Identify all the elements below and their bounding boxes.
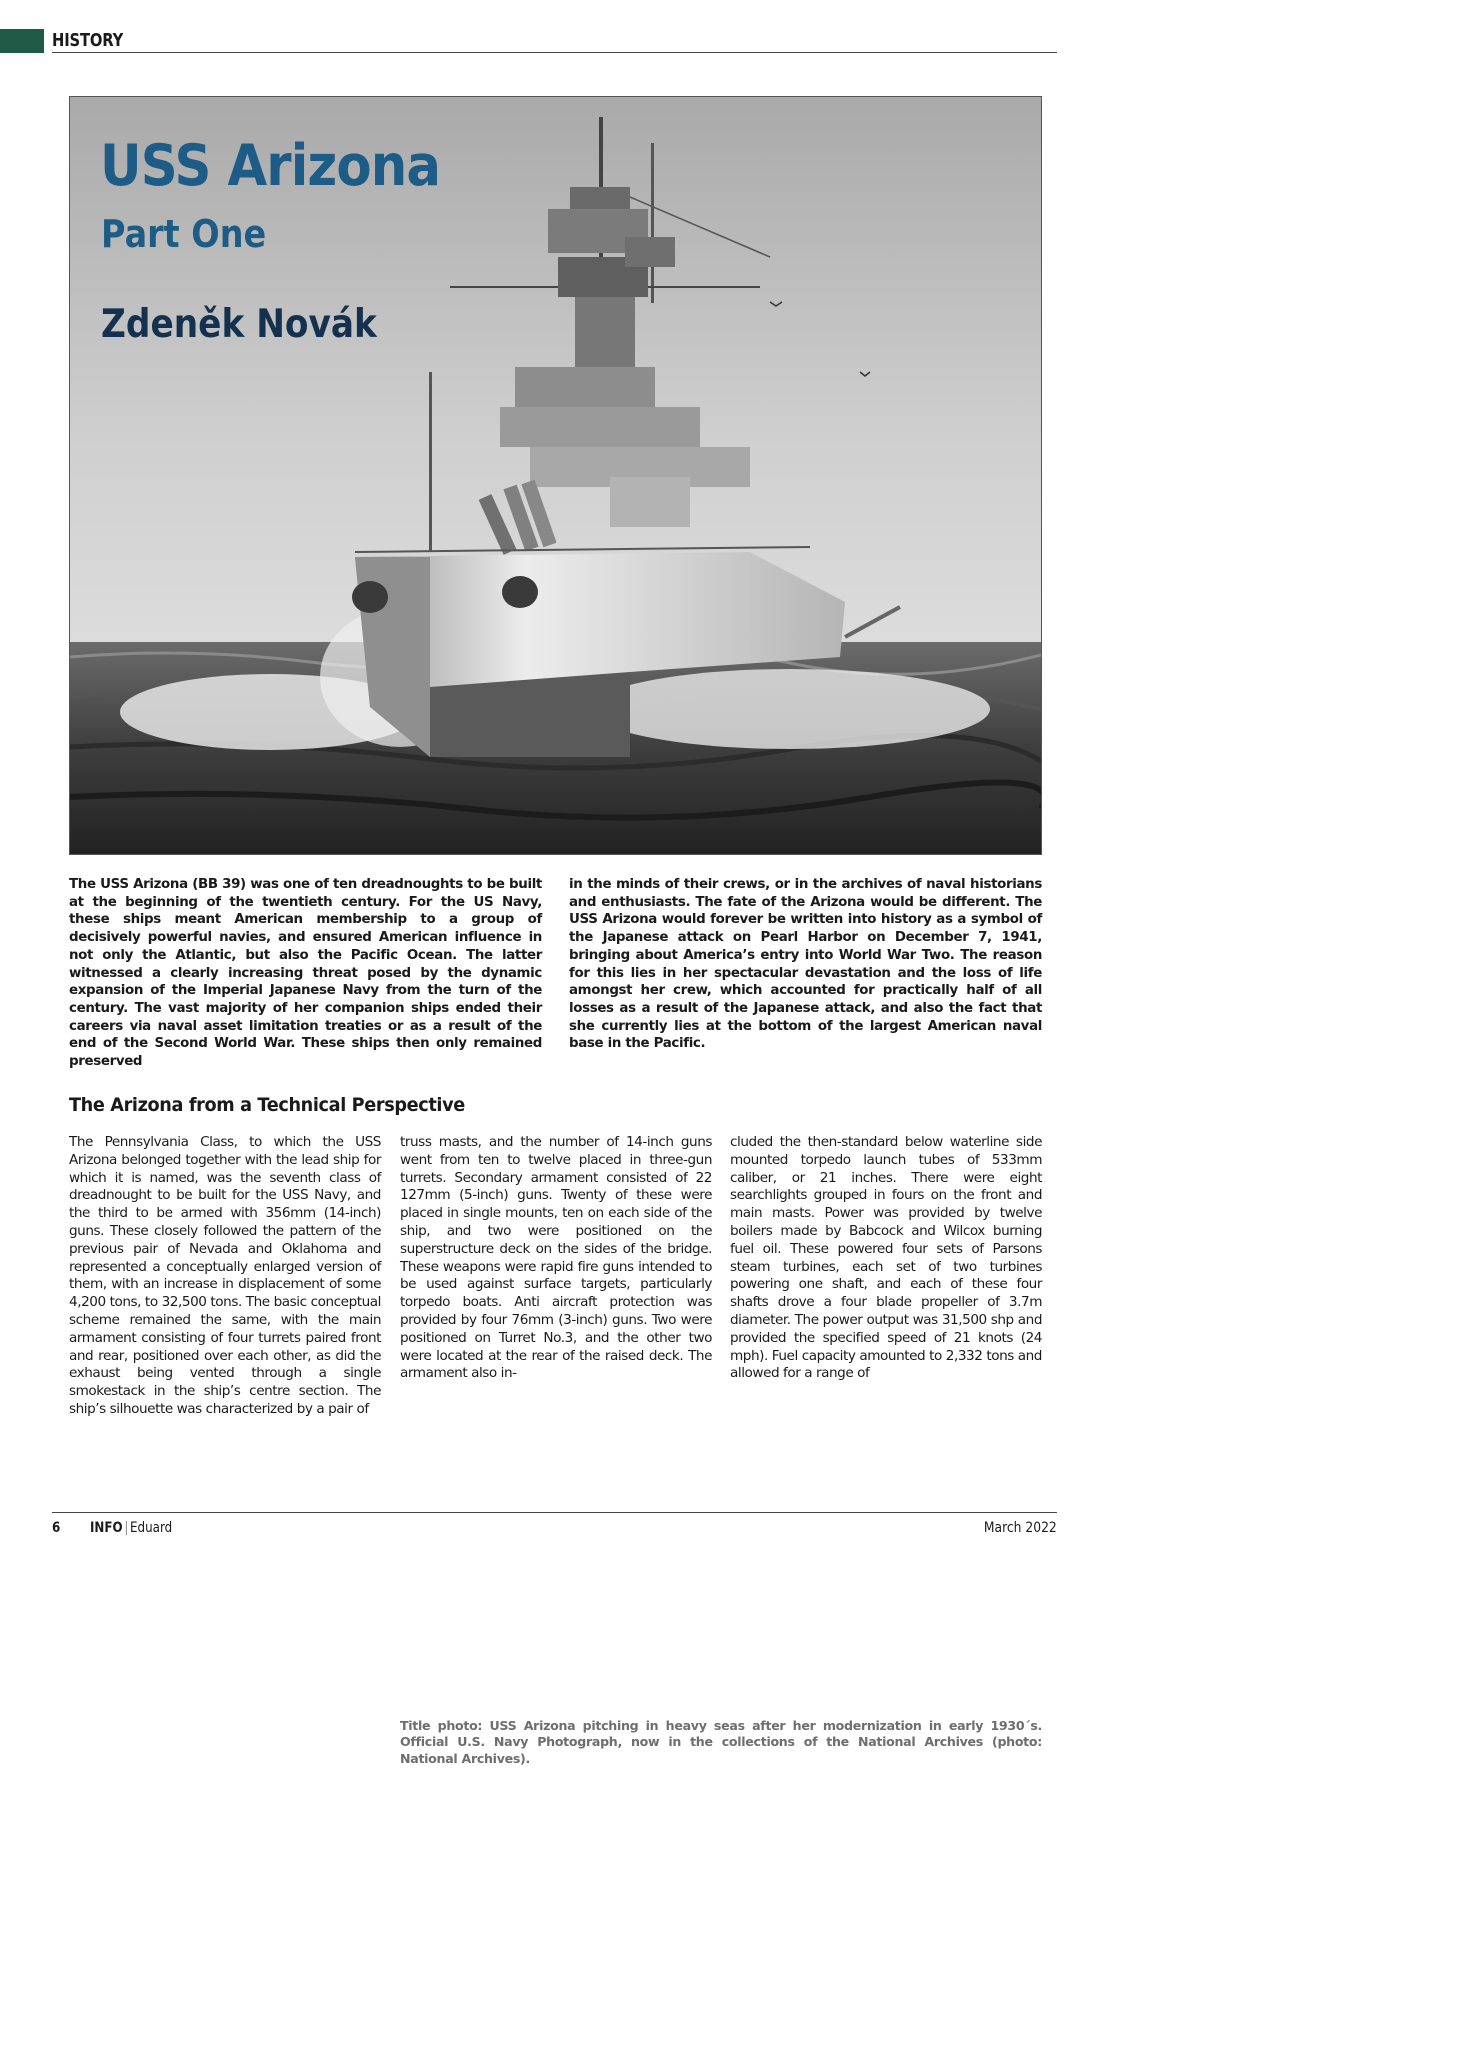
page-number: 6 [52, 1520, 61, 1536]
article-author: Zdeněk Novák [101, 302, 377, 347]
photo-caption: Title photo: USS Arizona pitching in heavy seas after her modernization in early 1930´s. Official U.S. Navy Photograph, now in the collections of the National Archives (photo: National Archives). [400, 1718, 1042, 1766]
body-column-1: The Pennsylvania Class, to which the USS Arizona belonged together with the lead ship for which it is named, was the seventh class of dreadnought to be built for the USS Navy, and the third to be armed with 356mm (14-inch) guns. These closely followed the pattern of the previous pair of Nevada and Oklahoma and represented a conceptually enlarged version of them, with an increase in displacement of some 4,200 tons, to 32,500 tons. The basic conceptual scheme remained the same, with the main armament consisting of four turrets paired front and rear, positioned over each other, as did the exhaust being vented through a single smokestack in the ship’s centre section. The ship’s silhouette was characterized by a pair of [69, 1134, 381, 1417]
section-heading: The Arizona from a Technical Perspective [69, 1094, 465, 1116]
footer-rule [52, 1512, 1057, 1513]
section-tab-marker [0, 29, 44, 53]
section-label: HISTORY [52, 30, 124, 51]
publication-brand [90, 1520, 172, 1536]
body-column-3: cluded the then-standard below waterline side mounted torpedo launch tubes of 533mm caliber, or 21 inches. There were eight searchlights grouped in fours on the front and main masts. Power was provided by twelve boilers made by Babcock and Wilcox burning fuel oil. These powered four sets of Parsons steam turbines, each set of two turbines powering one shaft, and each of these four shafts drove a four blade propeller of 3.7m diameter. The power output was 31,500 shp and provided the specified speed of 21 knots (24 mph). Fuel capacity amounted to 2,332 tons and allowed for a range of [730, 1134, 1042, 1382]
article-subtitle: Part One [101, 212, 267, 256]
intro-column-1: The USS Arizona (BB 39) was one of ten dreadnoughts to be built at the beginning of the twentieth century. For the US Navy, these ships meant American membership to a group of decisively powerful navies, and ensured American influence in not only the Atlantic, but also the Pacific Ocean. The latter witnessed a clearly increasing threat posed by the dynamic expansion of the Imperial Japanese Navy from the turn of the century. The vast majority of her companion ships ended their careers via naval asset limitation treaties or as a result of the end of the Second World War. These ships then only remained preserved [69, 877, 542, 1070]
issue-date: March 2022 [984, 1520, 1057, 1536]
article-title: USS Arizona [100, 133, 441, 199]
header-rule [52, 52, 1057, 53]
brand-separator: | [124, 1520, 129, 1536]
brand-name: Eduard [130, 1520, 173, 1536]
body-column-2: truss masts, and the number of 14-inch guns went from ten to twelve placed in three-gun turrets. Secondary armament consisted of 22 127mm (5-inch) guns. Twenty of these were placed in single mounts, ten on each side of the ship, and two were positioned on the superstructure deck on the sides of the bridge. These weapons were rapid fire guns intended to be used against surface targets, particularly torpedo boats. Anti aircraft protection was provided by four 76mm (3-inch) guns. Two were positioned on Turret No.3, and the other two were located at the rear of the raised deck. The armament also in- [400, 1134, 712, 1382]
intro-column-2: in the minds of their crews, or in the archives of naval historians and enthusiasts. The fate of the Arizona would be different. The USS Arizona would forever be written into history as a symbol of the Japanese attack on Pearl Harbor on December 7, 1941, bringing about America’s entry into World War Two. The reason for this lies in her spectacular devastation and the loss of life amongst her crew, which accounted for practically half of all losses as a result of the Japanese attack, and also the fact that she currently lies at the bottom of the largest American naval base in the Pacific. [569, 877, 1042, 1052]
title-photo [69, 96, 1042, 855]
brand-info: INFO [90, 1520, 123, 1536]
